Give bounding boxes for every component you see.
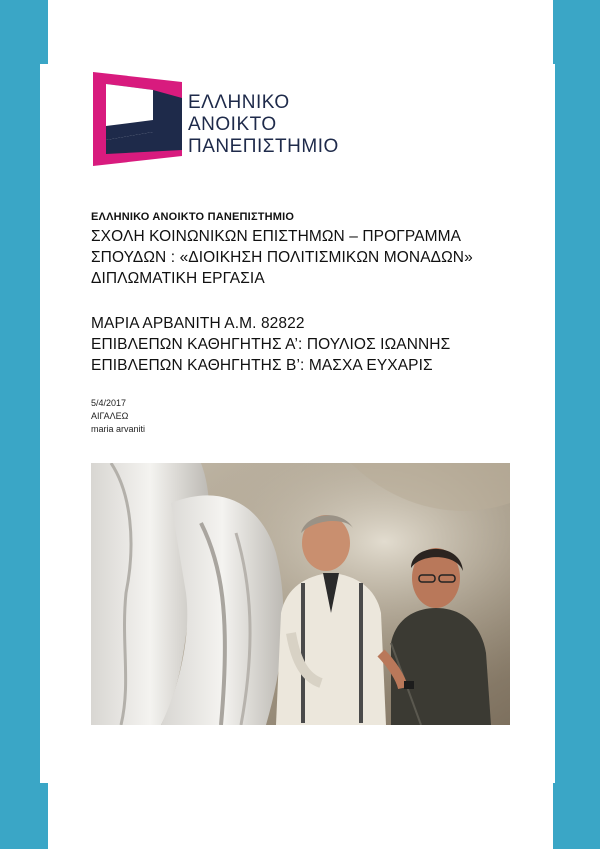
right-band — [555, 0, 600, 849]
cover-photo — [91, 463, 510, 725]
date: 5/4/2017 — [91, 398, 127, 408]
supervisor-b: ΕΠΙΒΛΕΠΩΝ ΚΑΘΗΓΗΤΗΣ Β’: ΜΑΣΧΑ ΕΥΧΑΡΙΣ — [91, 357, 433, 374]
program-line: ΣΠΟΥΔΩΝ : «ΔΙΟΙΚΗΣΗ ΠΟΛΙΤΙΣΜΙΚΩΝ ΜΟΝΑΔΩΝ» — [91, 249, 473, 266]
logo-wordmark — [188, 92, 339, 158]
supervisor-a: ΕΠΙΒΛΕΠΩΝ ΚΑΘΗΓΗΤΗΣ Α’: ΠΟΥΛΙΟΣ ΙΩΑΝΝΗΣ — [91, 336, 451, 353]
logo-line-3: ΠΑΝΕΠΙΣΤΗΜΙΟ — [188, 136, 339, 157]
university-name: ΕΛΛΗΝΙΚΟ ΑΝΟΙΚΤΟ ΠΑΝΕΠΙΣΤΗΜΙΟ — [91, 211, 295, 223]
place: ΑΙΓΑΛΕΩ — [91, 411, 129, 421]
school-line: ΣΧΟΛΗ ΚΟΙΝΩΝΙΚΩΝ ΕΠΙΣΤΗΜΩΝ – ΠΡΟΓΡΑΜΜΑ — [91, 228, 462, 245]
author-username: maria arvaniti — [91, 424, 146, 434]
logo-line-1: ΕΛΛΗΝΙΚΟ — [188, 92, 290, 113]
thesis-title: ΔΙΠΛΩΜΑΤΙΚΗ ΕΡΓΑΣΙΑ — [91, 270, 265, 287]
student-line: ΜΑΡΙΑ ΑΡΒΑΝΙΤΗ Α.Μ. 82822 — [91, 315, 305, 332]
left-band — [0, 0, 40, 849]
logo-line-2: ΑΝΟΙΚΤΟ — [188, 114, 277, 135]
